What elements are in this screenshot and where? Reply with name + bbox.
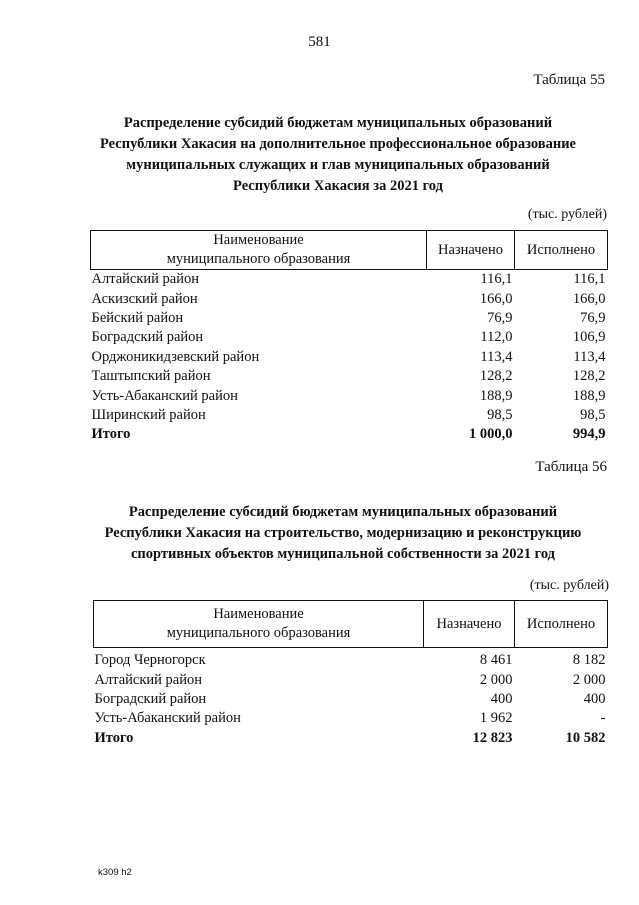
table-55-title (70, 113, 606, 197)
table-total-row (94, 729, 608, 748)
title-line: Республики Хакасия на дополнительное профессиональное образование (100, 136, 576, 152)
cell-assigned: 12 823 (472, 729, 513, 746)
table-56-units: (тыс. рублей) (529, 578, 609, 593)
cell-assigned: 112,0 (480, 329, 513, 346)
cell-assigned: 8 461 (479, 652, 513, 669)
title-line: Распределение субсидий бюджетам муниципальных образований (128, 504, 558, 520)
cell-executed: 113,4 (573, 348, 606, 365)
cell-name: Аскизский район (91, 290, 198, 307)
header-name (94, 601, 424, 648)
cell-executed: 166,0 (572, 290, 606, 307)
table-row (91, 309, 608, 328)
cell-name: Алтайский район (94, 671, 202, 688)
cell-executed: 8 182 (572, 652, 606, 669)
table-row (94, 670, 608, 689)
cell-assigned: 128,2 (479, 368, 513, 385)
cell-assigned: 76,9 (487, 309, 513, 326)
header-assigned: Назначено (427, 231, 515, 270)
header-name-line1: Наименование (213, 606, 304, 622)
table-row (91, 328, 608, 347)
cell-executed: 116,1 (573, 271, 606, 288)
cell-assigned: 1 000,0 (469, 426, 513, 443)
cell-executed: 994,9 (572, 426, 606, 443)
title-line: спортивных объектов муниципальной собственности за 2021 год (130, 546, 556, 562)
footer-code: k309 h2 (98, 867, 132, 878)
cell-name: Итого (94, 729, 134, 746)
cell-name: Усть-Абаканский район (91, 387, 238, 404)
cell-assigned: 166,0 (479, 290, 513, 307)
cell-name: Ширинский район (91, 406, 206, 423)
title-line: Республики Хакасия за 2021 год (233, 178, 443, 194)
cell-name: Боградский район (91, 329, 204, 346)
cell-name: Итого (91, 426, 131, 443)
cell-assigned: 188,9 (479, 387, 513, 404)
cell-assigned: 116,1 (480, 271, 513, 288)
cell-assigned: 113,4 (480, 348, 513, 365)
header-name-line1: Наименование (213, 232, 304, 248)
header-assigned: Назначено (424, 601, 515, 648)
cell-name: Усть-Абаканский район (94, 710, 241, 727)
table-row (94, 648, 608, 671)
cell-name: Орджоникидзевский район (91, 348, 260, 365)
title-line: муниципальных служащих и глав муниципальных образований (126, 157, 550, 173)
cell-assigned: 2 000 (479, 671, 513, 688)
cell-name: Таштыпский район (91, 368, 211, 385)
table-55 (90, 230, 608, 445)
header-executed: Исполнено (515, 231, 608, 270)
table-row (91, 367, 608, 386)
page-number: 581 (308, 34, 331, 50)
table-row (91, 270, 608, 290)
cell-executed: 2 000 (572, 671, 606, 688)
title-line: Республики Хакасия на строительство, модернизацию и реконструкцию (104, 525, 582, 541)
table-row (94, 690, 608, 709)
table-row (94, 709, 608, 728)
table-56 (93, 600, 608, 748)
cell-executed: 400 (583, 690, 606, 707)
table-55-label: Таблица 55 (533, 72, 605, 88)
header-executed: Исполнено (515, 601, 608, 648)
cell-assigned: 98,5 (487, 406, 513, 423)
cell-name: Алтайский район (91, 271, 199, 288)
cell-executed: 10 582 (565, 729, 606, 746)
table-row (91, 386, 608, 405)
cell-executed: 106,9 (572, 329, 606, 346)
table-row (91, 406, 608, 425)
table-header-row (91, 231, 608, 270)
header-name (91, 231, 427, 270)
table-56-label: Таблица 56 (535, 459, 607, 475)
cell-executed: - (600, 710, 606, 727)
cell-assigned: 1 962 (479, 710, 513, 727)
cell-name: Город Черногорск (94, 652, 206, 669)
table-header-row (94, 601, 608, 648)
title-line: Распределение субсидий бюджетам муниципальных образований (123, 115, 553, 131)
table-total-row (91, 425, 608, 444)
table-row (91, 348, 608, 367)
cell-name: Боградский район (94, 690, 207, 707)
table-55-units: (тыс. рублей) (527, 207, 607, 222)
cell-executed: 128,2 (572, 368, 606, 385)
header-name-line2: муниципального образования (166, 625, 351, 641)
cell-executed: 188,9 (572, 387, 606, 404)
table-row (91, 289, 608, 308)
cell-assigned: 400 (490, 690, 513, 707)
header-name-line2: муниципального образования (166, 251, 351, 267)
cell-executed: 98,5 (580, 406, 606, 423)
table-56-title (75, 502, 611, 565)
cell-name: Бейский район (91, 309, 184, 326)
cell-executed: 76,9 (580, 309, 606, 326)
